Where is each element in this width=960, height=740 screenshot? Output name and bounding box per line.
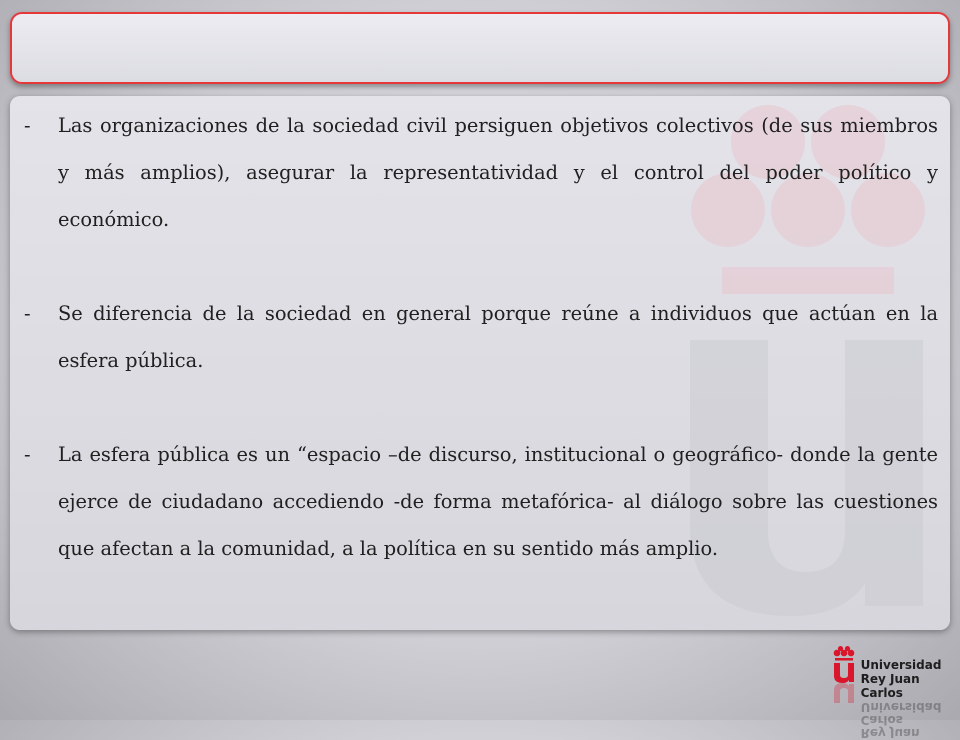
title-box <box>10 12 950 84</box>
university-logo <box>832 646 960 739</box>
bullet-dash: - <box>24 443 31 466</box>
logo-line-1: Universidad <box>860 658 942 672</box>
content-box <box>10 96 950 630</box>
logo-reflection-line-2: Rey Juan Carlos <box>860 713 920 740</box>
bullet-item <box>24 290 938 384</box>
bullet-text: La esfera pública es un “espacio –de discurso, institucional o geográfico- donde la gente ejerce de ciudadano accediendo -de forma metafórica- al diálogo sobre las cuestiones que afectan a la comunidad, a la política en su sentido más amplio. <box>58 443 938 560</box>
logo-line-2: Rey Juan Carlos <box>860 672 920 700</box>
urjc-u-logo-icon <box>832 646 855 706</box>
logo-text <box>861 658 960 739</box>
bullet-item <box>24 102 938 243</box>
bullet-dash: - <box>24 302 31 325</box>
bullet-text: Las organizaciones de la sociedad civil persiguen objetivos colectivos (de sus miembros y más amplios), asegurar la representatividad y el control del poder político y económico. <box>58 114 938 231</box>
bullet-dash: - <box>24 114 31 137</box>
bullet-list <box>24 102 938 572</box>
bullet-item <box>24 431 938 572</box>
bullet-text: Se diferencia de la sociedad en general porque reúne a individuos que actúan en la esfera pública. <box>58 302 938 372</box>
logo-reflection-line-1: Universidad <box>860 700 942 714</box>
